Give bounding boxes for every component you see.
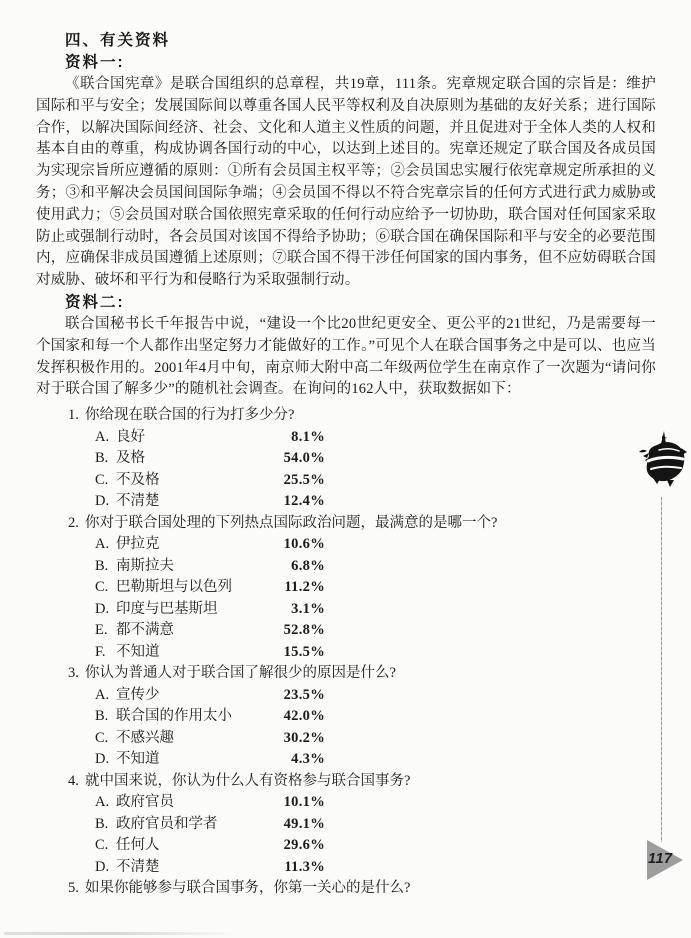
option-percentage: 4.3%: [291, 751, 325, 768]
option-row: [95, 814, 325, 836]
question-text: 你给现在联合国的行为打多少分?: [85, 407, 295, 424]
material-2-heading: 资料二:: [65, 293, 125, 311]
option-row: [95, 749, 325, 771]
question-number: 5.: [68, 880, 79, 897]
option-row: [95, 448, 325, 470]
option-percentage: 52.8%: [283, 622, 325, 639]
option-row: [95, 470, 325, 492]
option-text: 政府官员和学者: [116, 815, 218, 832]
option-text: 任何人: [116, 837, 160, 854]
option-text: 宣传少: [116, 686, 160, 703]
option-row: [95, 706, 325, 728]
survey-question-4: [68, 771, 656, 879]
option-label: B.: [95, 815, 109, 832]
option-label: A.: [95, 536, 110, 553]
option-text: 联合国的作用太小: [116, 708, 232, 725]
option-percentage: 30.2%: [283, 729, 325, 746]
option-percentage: 8.1%: [291, 428, 325, 445]
margin-divider-line: [661, 497, 662, 842]
question-line: [68, 405, 656, 427]
option-row: [95, 620, 325, 642]
option-percentage: 11.3%: [284, 858, 325, 875]
option-percentage: 10.1%: [283, 794, 325, 811]
option-label: B.: [95, 557, 109, 574]
option-label: A.: [95, 686, 110, 703]
option-text: 不及格: [116, 471, 160, 488]
section-title: 四、有关资料: [65, 32, 171, 49]
option-label: A.: [95, 794, 110, 811]
option-percentage: 15.5%: [283, 643, 325, 660]
question-text: 如果你能够参与联合国事务，你第一关心的是什么?: [85, 880, 411, 897]
option-label: D.: [95, 751, 110, 768]
book-page: [36, 30, 656, 900]
material-2-body: 联合国秘书长千年报告中说，“建设一个比20世纪更安全、更公平的21世纪，乃是需要每一个国家和每一个人都作出坚定努力才能做好的工作。”可见个人在联合国事务之中是可以、也应当发挥积极作用的。2001年4月中旬，南京师大附中高二年级两位学生在南京作了一次题为“请问你对于联合国了解多少”的随机社会调查。在询问的162人中，获取数据如下：: [36, 315, 656, 398]
option-text: 不知道: [116, 643, 160, 660]
option-percentage: 10.6%: [283, 536, 325, 553]
survey-results-list: [68, 405, 656, 900]
option-label: C.: [95, 729, 109, 746]
option-text: 印度与巴基斯坦: [116, 600, 218, 617]
option-percentage: 42.0%: [283, 708, 325, 725]
option-label: C.: [95, 471, 109, 488]
option-label: D.: [95, 493, 110, 510]
question-line: [68, 663, 656, 685]
option-label: B.: [95, 708, 109, 725]
question-line: [68, 878, 656, 900]
ink-landscape-stamp-icon: [637, 430, 689, 494]
option-percentage: 25.5%: [283, 471, 325, 488]
option-row: [95, 599, 325, 621]
option-row: [95, 556, 325, 578]
option-text: 不清楚: [116, 858, 160, 875]
option-row: [95, 642, 325, 664]
option-text: 不感兴趣: [116, 729, 174, 746]
option-label: F.: [95, 643, 106, 660]
option-label: B.: [95, 450, 109, 467]
option-row: [95, 685, 325, 707]
option-percentage: 12.4%: [283, 493, 325, 510]
option-label: E.: [95, 622, 108, 639]
option-percentage: 23.5%: [283, 686, 325, 703]
option-row: [95, 835, 325, 857]
question-text: 你对于联合国处理的下列热点国际政治问题，最满意的是哪一个?: [85, 514, 498, 531]
scan-shadow-artifact: [4, 932, 236, 935]
question-number: 2.: [68, 514, 79, 531]
option-row: [95, 857, 325, 879]
option-row: [95, 491, 325, 513]
option-row: [95, 792, 325, 814]
question-number: 4.: [68, 772, 79, 789]
option-percentage: 11.2%: [284, 579, 325, 596]
option-text: 政府官员: [116, 794, 174, 811]
option-percentage: 3.1%: [291, 600, 325, 617]
option-row: [95, 427, 325, 449]
question-text: 你认为普通人对于联合国了解很少的原因是什么?: [85, 665, 396, 682]
option-text: 良好: [116, 428, 145, 445]
page-number: 117: [648, 851, 673, 867]
option-label: A.: [95, 428, 110, 445]
option-text: 伊拉克: [116, 536, 160, 553]
survey-question-3: [68, 663, 656, 771]
option-percentage: 29.6%: [283, 837, 325, 854]
question-line: [68, 513, 656, 535]
option-row: [95, 534, 325, 556]
option-label: D.: [95, 858, 110, 875]
survey-question-1: [68, 405, 656, 513]
survey-question-2: [68, 513, 656, 664]
option-text: 都不满意: [116, 622, 174, 639]
option-text: 巴勒斯坦与以色列: [116, 579, 232, 596]
survey-question-5: [68, 878, 656, 900]
option-text: 不清楚: [116, 493, 160, 510]
question-line: [68, 771, 656, 793]
material-1-body: 《联合国宪章》是联合国组织的总章程，共19章，111条。宪章规定联合国的宗旨是：维护国际和平与安全；发展国际间以尊重各国人民平等权利及自决原则为基础的友好关系；进行国际合作，以解决国际间经济、社会、文化和人道主义性质的问题，并且促进对于全体人类的人权和基本自由的尊重，构成协调各国行动的中心，以达到上述目的。宪章还规定了联合国及各成员国为实现宗旨所应遵循的原则：①所有会员国主权平等；②会员国忠实履行依宪章规定所承担的义务；③和平解决会员国间国际争端；④会员国不得以不符合宪章宗旨的任何方式进行武力威胁或使用武力；⑤会员国对联合国依照宪章采取的任何行动应给予一切协助，联合国对任何国家采取防止或强制行动时，各会员国对该国不得给予协助；⑥联合国在确保国际和平与安全的必要范围内，应确保非成员国遵循上述原则；⑦联合国不得干涉任何国家的国内事务，但不应妨碍联合国对威胁、破坏和平行为和侵略行为采取强制行动。: [36, 76, 656, 289]
option-label: C.: [95, 579, 109, 596]
question-number: 1.: [68, 407, 79, 424]
option-percentage: 49.1%: [283, 815, 325, 832]
option-percentage: 6.8%: [291, 557, 325, 574]
option-percentage: 54.0%: [283, 450, 325, 467]
question-text: 就中国来说，你认为什么人有资格参与联合国事务?: [85, 772, 411, 789]
option-row: [95, 728, 325, 750]
option-text: 及格: [116, 450, 145, 467]
option-label: C.: [95, 837, 109, 854]
option-text: 不知道: [116, 751, 160, 768]
option-label: D.: [95, 600, 110, 617]
material-1-heading: 资料一:: [65, 54, 125, 71]
option-row: [95, 577, 325, 599]
question-number: 3.: [68, 665, 79, 682]
option-text: 南斯拉夫: [116, 557, 174, 574]
